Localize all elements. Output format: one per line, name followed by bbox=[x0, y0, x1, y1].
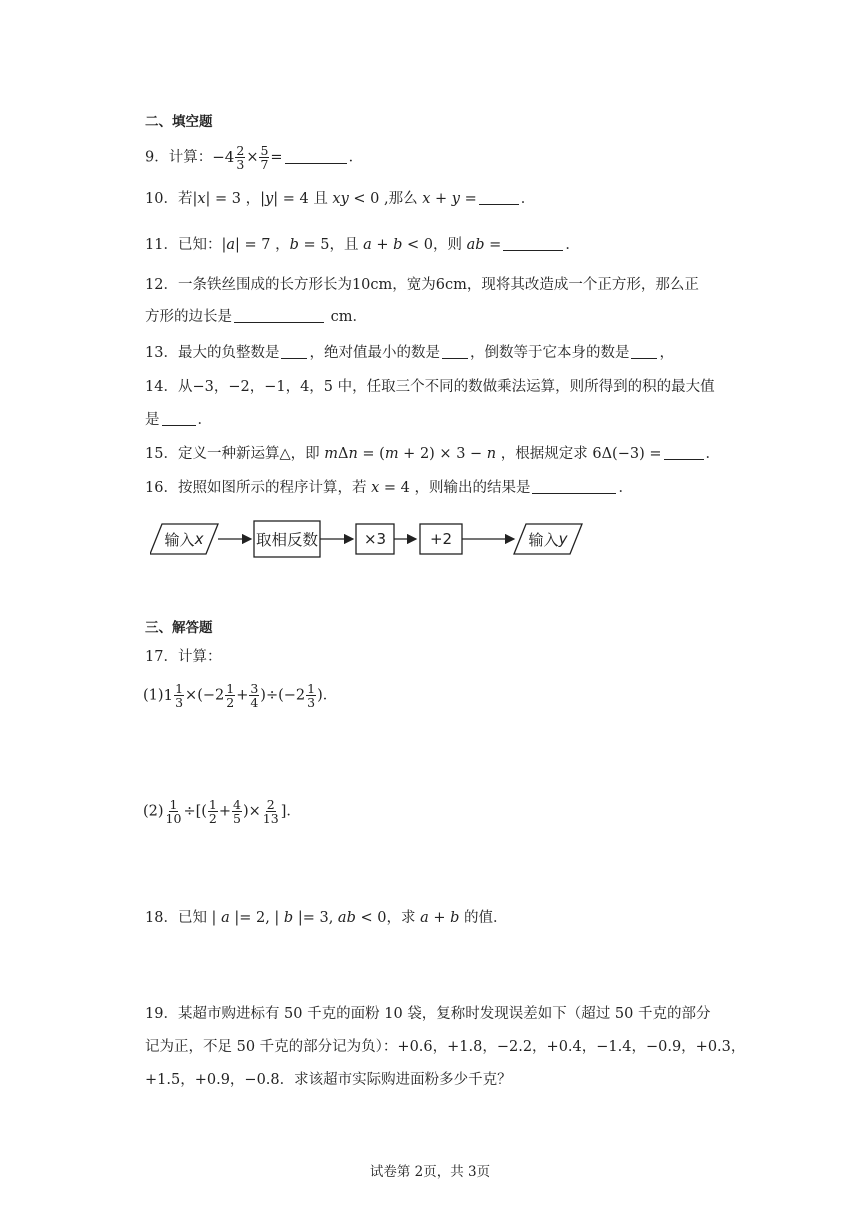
question-number: 15． bbox=[145, 446, 178, 462]
answer-blank[interactable] bbox=[664, 458, 704, 460]
answer-blank[interactable] bbox=[285, 162, 347, 164]
answer-blank[interactable] bbox=[281, 357, 307, 359]
answer-blank[interactable] bbox=[532, 492, 616, 494]
question-9: 9．计算：−4 $\frac{2}{3}$ × $\frac{5}{7}$ = ． bbox=[145, 143, 364, 173]
add-label: +2 bbox=[429, 530, 453, 548]
input-label: 输入 x bbox=[164, 530, 204, 549]
question-17-part-1: (1)1 $\frac{1}{3}$ ×(−2 $\frac{1}{2}$ + $\frac{3}{4}$ )÷(−2 $\frac{1}{3}$ )． bbox=[143, 681, 338, 711]
question-number: 17． bbox=[145, 649, 178, 665]
question-number: 11． bbox=[145, 237, 178, 253]
question-number: 12． bbox=[145, 277, 178, 293]
multiply-label: ×3 bbox=[363, 530, 387, 548]
output-label: 输入 y bbox=[528, 530, 568, 549]
question-19-line3: +1.5，+0.9，−0.8．求该超市实际购进面粉多少千克？ bbox=[145, 1072, 512, 1088]
question-18: 18．已知 | a |= 2, | b |= 3, ab < 0，求 a + b 的值． bbox=[145, 910, 508, 926]
question-17-part-2: (2) $\frac{1}{10}$ ÷[( $\frac{1}{2}$ + $\frac{4}{5}$ )× $\frac{2}{13}$ ]． bbox=[143, 797, 301, 827]
question-number: 9． bbox=[145, 149, 169, 166]
question-19-line2: 记为正，不足 50 千克的部分记为负）：+0.6，+1.8，−2.2，+0.4，−1.4，−0.9，+0.3， bbox=[145, 1039, 746, 1055]
answer-blank[interactable] bbox=[503, 249, 563, 251]
answer-blank[interactable] bbox=[631, 357, 657, 359]
page-footer: 试卷第 2页，共 3页 bbox=[369, 1164, 491, 1180]
question-16: 16．按照如图所示的程序计算，若 x = 4 ，则输出的结果是 ． bbox=[145, 480, 633, 496]
answer-blank[interactable] bbox=[479, 203, 519, 205]
program-flowchart bbox=[150, 516, 590, 562]
question-14-line2: 是 ． bbox=[145, 412, 212, 428]
negate-label: 取相反数 bbox=[255, 531, 318, 549]
question-number: 16． bbox=[145, 480, 178, 496]
question-17: 17．计算： bbox=[145, 649, 222, 665]
question-10: 10．若|x| = 3 ，|y| = 4 且 xy < 0 ,那么 x + y = ． bbox=[145, 191, 536, 207]
question-number: 13． bbox=[145, 345, 178, 361]
question-12: 12．一条铁丝围成的长方形长为10cm，宽为6cm，现将其改造成一个正方形，那么正 bbox=[145, 277, 699, 293]
question-11: 11．已知：|a| = 7 ，b = 5，且 a + b < 0，则 ab = ． bbox=[145, 237, 580, 253]
question-text: 计算： bbox=[168, 149, 213, 166]
question-19: 19．某超市购进标有 50 千克的面粉 10 袋，复称时发现误差如下（超过 50 千克的部分 bbox=[145, 1006, 711, 1022]
section-title-fill-blank: 二、填空题 bbox=[145, 114, 213, 130]
answer-blank[interactable] bbox=[234, 321, 324, 323]
question-number: 18． bbox=[145, 910, 178, 926]
question-14: 14．从−3，−2，−1，4，5 中，任取三个不同的数做乘法运算，则所得到的积的最大值 bbox=[145, 379, 715, 395]
question-13: 13．最大的负整数是 ，绝对值最小的数是 ，倒数等于它本身的数是 ， bbox=[145, 345, 674, 361]
question-12-line2: 方形的边长是 cm． bbox=[145, 309, 367, 325]
question-number: 10． bbox=[145, 191, 178, 207]
answer-blank[interactable] bbox=[162, 424, 196, 426]
section-title-solve: 三、解答题 bbox=[145, 620, 213, 636]
question-number: 14． bbox=[145, 379, 178, 395]
question-15: 15．定义一种新运算△，即 mΔn = (m + 2) × 3 − n ，根据规定求 6Δ(−3) = ． bbox=[145, 446, 721, 462]
answer-blank[interactable] bbox=[442, 357, 468, 359]
question-number: 19． bbox=[145, 1006, 178, 1022]
